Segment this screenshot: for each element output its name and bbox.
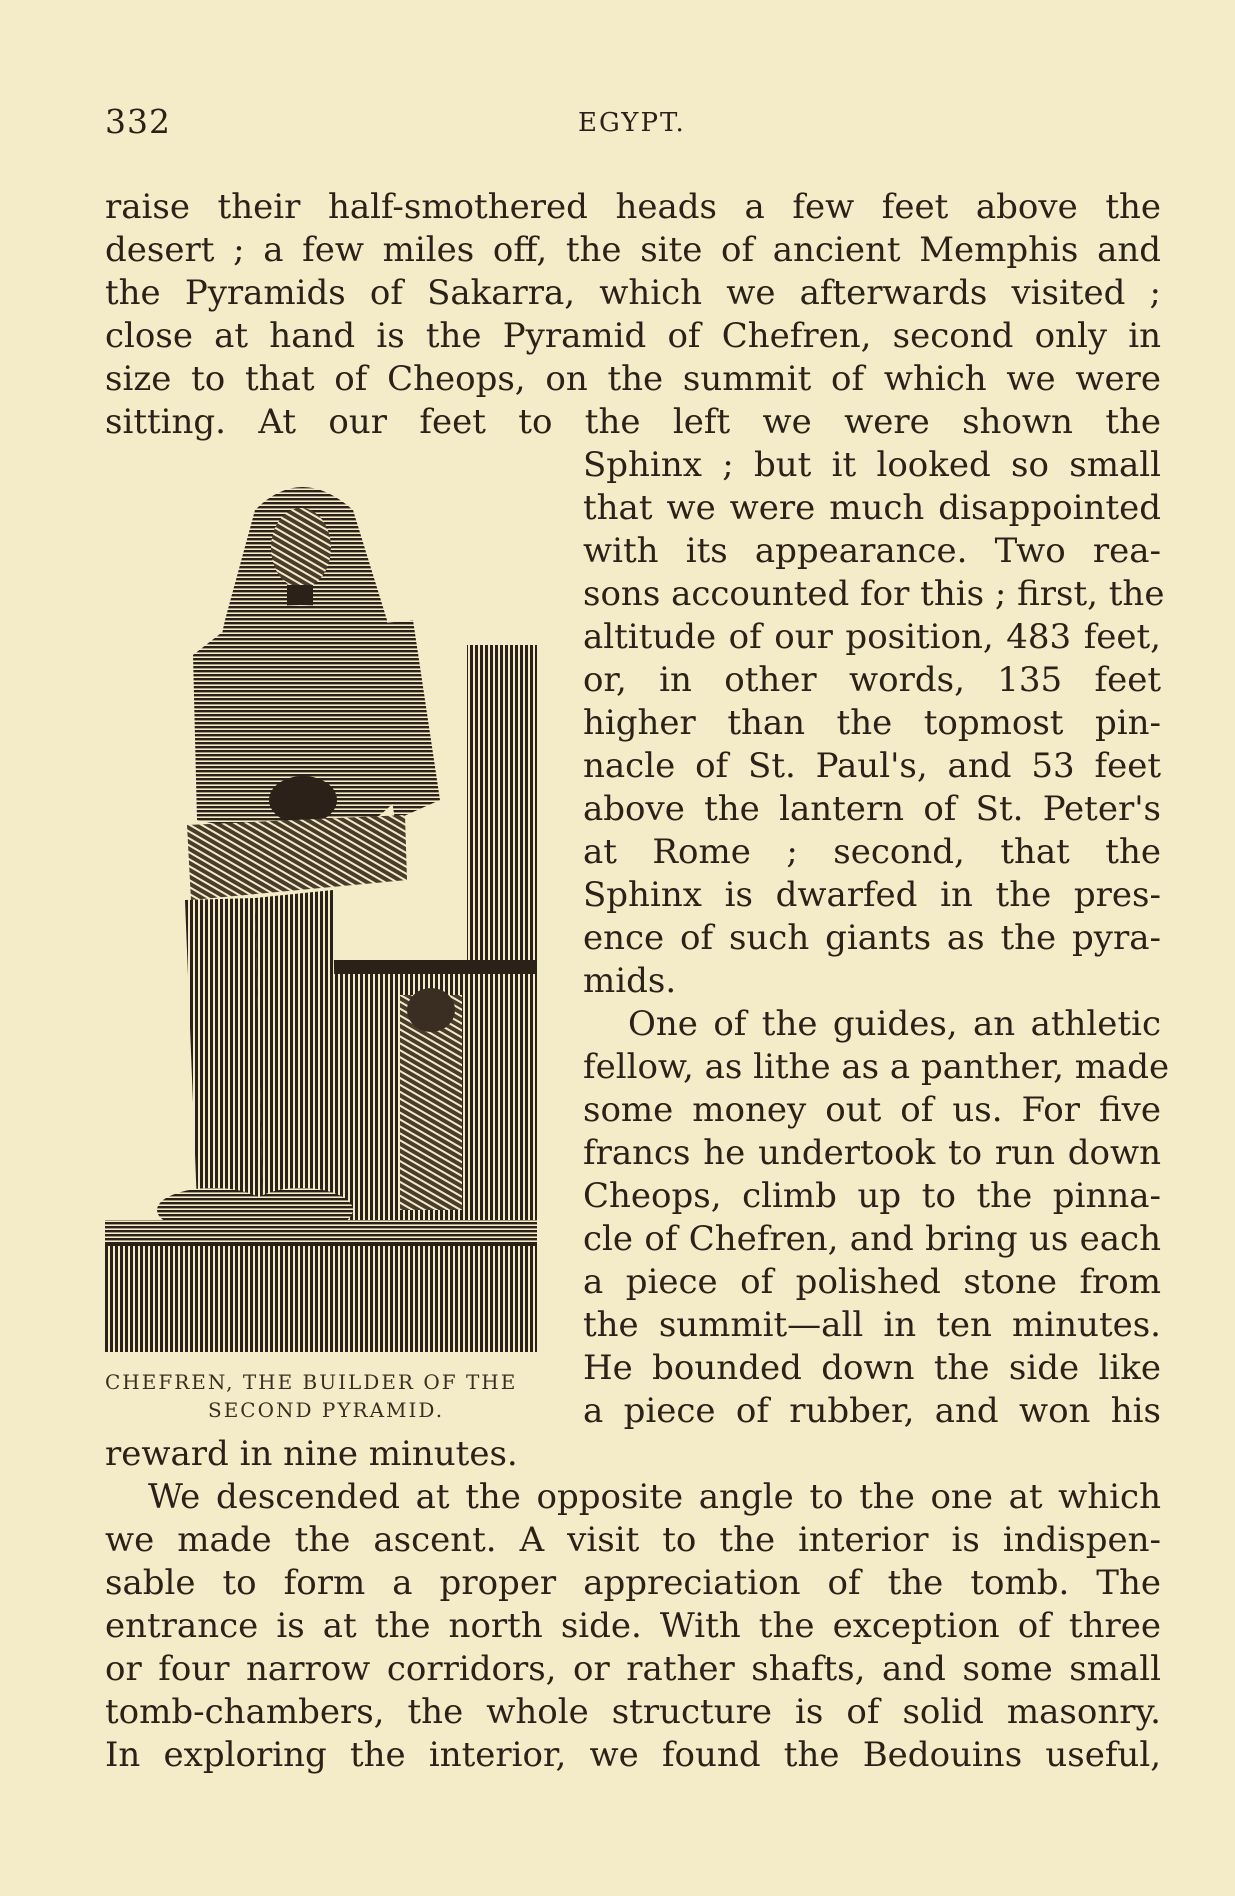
body-line: above the lantern of St. Peter's: [583, 789, 1161, 829]
paragraph-start: We descended at the opposite angle to the one at which: [148, 1477, 1161, 1517]
body-line: with its appearance. Two rea-: [583, 531, 1161, 571]
body-line: the summit—all in ten minutes.: [583, 1305, 1161, 1345]
body-line: or, in other words, 135 feet: [583, 660, 1161, 700]
body-line: the Pyramids of Sakarra, which we afterwards visited ;: [105, 273, 1161, 313]
body-line: altitude of our position, 483 feet,: [583, 617, 1161, 657]
body-line: Sphinx is dwarfed in the pres-: [583, 875, 1161, 915]
body-line: higher than the topmost pin-: [583, 703, 1161, 743]
body-line: mids.: [583, 961, 677, 1001]
body-line: In exploring the interior, we found the Bedouins useful,: [105, 1735, 1161, 1775]
body-line: francs he undertook to run down: [583, 1133, 1161, 1173]
page-number: 332: [105, 102, 171, 141]
chefren-statue-engraving: [105, 470, 547, 1356]
body-line: sons accounted for this ; first, the: [583, 574, 1165, 614]
body-line: entrance is at the north side. With the exception of three: [105, 1606, 1161, 1646]
body-line: that we were much disappointed: [583, 488, 1161, 528]
body-line: size to that of Cheops, on the summit of which we were: [105, 359, 1161, 399]
body-line: He bounded down the side like: [583, 1348, 1161, 1388]
body-line: a piece of rubber, and won his: [583, 1391, 1161, 1431]
body-line: some money out of us. For five: [583, 1090, 1161, 1130]
body-line: we made the ascent. A visit to the interior is indispen-: [105, 1520, 1161, 1560]
paragraph-start: One of the guides, an athletic: [628, 1004, 1161, 1044]
figure-caption-line-2: SECOND PYRAMID.: [208, 1398, 445, 1422]
body-line: tomb-chambers, the whole structure is of solid masonry.: [105, 1692, 1161, 1732]
body-line: nacle of St. Paul's, and 53 feet: [583, 746, 1161, 786]
body-line: Sphinx ; but it looked so small: [583, 445, 1161, 485]
body-line: sitting. At our feet to the left we were shown the: [105, 402, 1161, 442]
body-line: ence of such giants as the pyra-: [583, 918, 1161, 958]
body-line: reward in nine minutes.: [105, 1434, 518, 1474]
body-line: close at hand is the Pyramid of Chefren, second only in: [105, 316, 1161, 356]
figure-caption-line-1: CHEFREN, THE BUILDER OF THE: [105, 1370, 518, 1394]
body-line: or four narrow corridors, or rather shafts, and some small: [105, 1649, 1161, 1689]
body-line: at Rome ; second, that the: [583, 832, 1161, 872]
body-line: sable to form a proper appreciation of the tomb. The: [105, 1563, 1161, 1603]
body-line: fellow, as lithe as a panther, made: [583, 1047, 1170, 1087]
body-line: a piece of polished stone from: [583, 1262, 1161, 1302]
body-line: raise their half-smothered heads a few feet above the: [105, 187, 1161, 227]
body-line: Cheops, climb up to the pinna-: [583, 1176, 1161, 1216]
body-line: cle of Chefren, and bring us each: [583, 1219, 1161, 1259]
running-title: EGYPT.: [578, 108, 686, 138]
body-line: desert ; a few miles off, the site of ancient Memphis and: [105, 230, 1161, 270]
